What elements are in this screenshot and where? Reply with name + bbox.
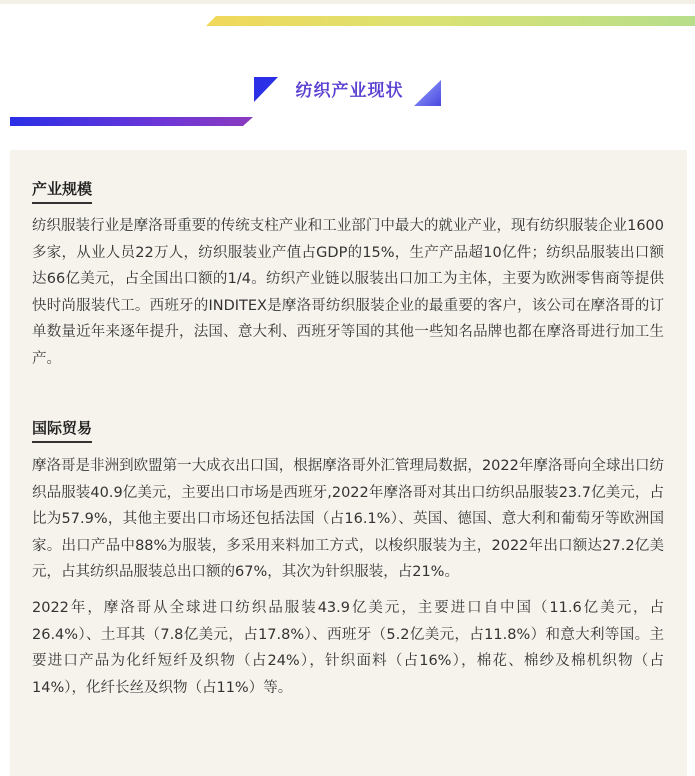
paragraph: 摩洛哥是非洲到欧盟第一大成衣出口国，根据摩洛哥外汇管理局数据，2022年摩洛哥向全球出口纺织品服装40.9亿美元，主要出口市场是西班牙,2022年摩洛哥对其出口纺织品服装23.7亿美元，占比为57.9%，其他主要出口市场还包括法国（占16.1%）、英国、德国、意大利和葡萄牙等欧洲国家。出口产品中88%为服装，多采用来料加工方式，以梭织服装为主，2022年出口额达27.2亿美元，占其纺织品服装总出口额的67%，其次为针织服装，占21%。 — [32, 458, 664, 581]
section-heading: 国际贸易 — [32, 416, 92, 443]
paragraph: 纺织服装行业是摩洛哥重要的传统支柱产业和工业部门中最大的就业产业，现有纺织服装企业1600多家，从业人员22万人，纺织服装业产值占GDP的15%，生产产品超10亿件；纺织品服装出口额达66亿美元，占全国出口额的1/4。纺织产业链以服装出口加工为主体，主要为欧洲零售商等提供快时尚服装代工。西班牙的INDITEX是摩洛哥纺织服装企业的最重要的客户，该公司在摩洛哥的订单数量近年来逐年提升，法国、意大利、西班牙等国的其他一些知名品牌也都在摩洛哥进行加工生产。 — [32, 218, 664, 367]
content-panel — [10, 150, 687, 776]
section-international-trade — [32, 416, 664, 701]
top-strip — [0, 0, 695, 4]
triangle-right-icon — [414, 80, 441, 106]
section-heading: 产业规模 — [32, 177, 92, 204]
section-industry-scale — [32, 177, 664, 373]
triangle-left-icon — [254, 77, 278, 102]
left-decorative-bar — [10, 117, 253, 126]
paragraph: 2022年，摩洛哥从全球进口纺织品服装43.9亿美元，主要进口自中国（11.6亿美元，占26.4%）、土耳其（7.8亿美元，占17.8%）、西班牙（5.2亿美元，占11.8%）和意大利等国。主要进口产品为化纤短纤及织物（占24%），针织面料（占16%），棉花、棉纱及棉机织物（占14%），化纤长丝及织物（占11%）等。 — [32, 599, 664, 696]
top-decorative-bar — [206, 16, 695, 26]
section-title-banner — [250, 74, 445, 110]
page-title: 纺织产业现状 — [295, 81, 404, 101]
